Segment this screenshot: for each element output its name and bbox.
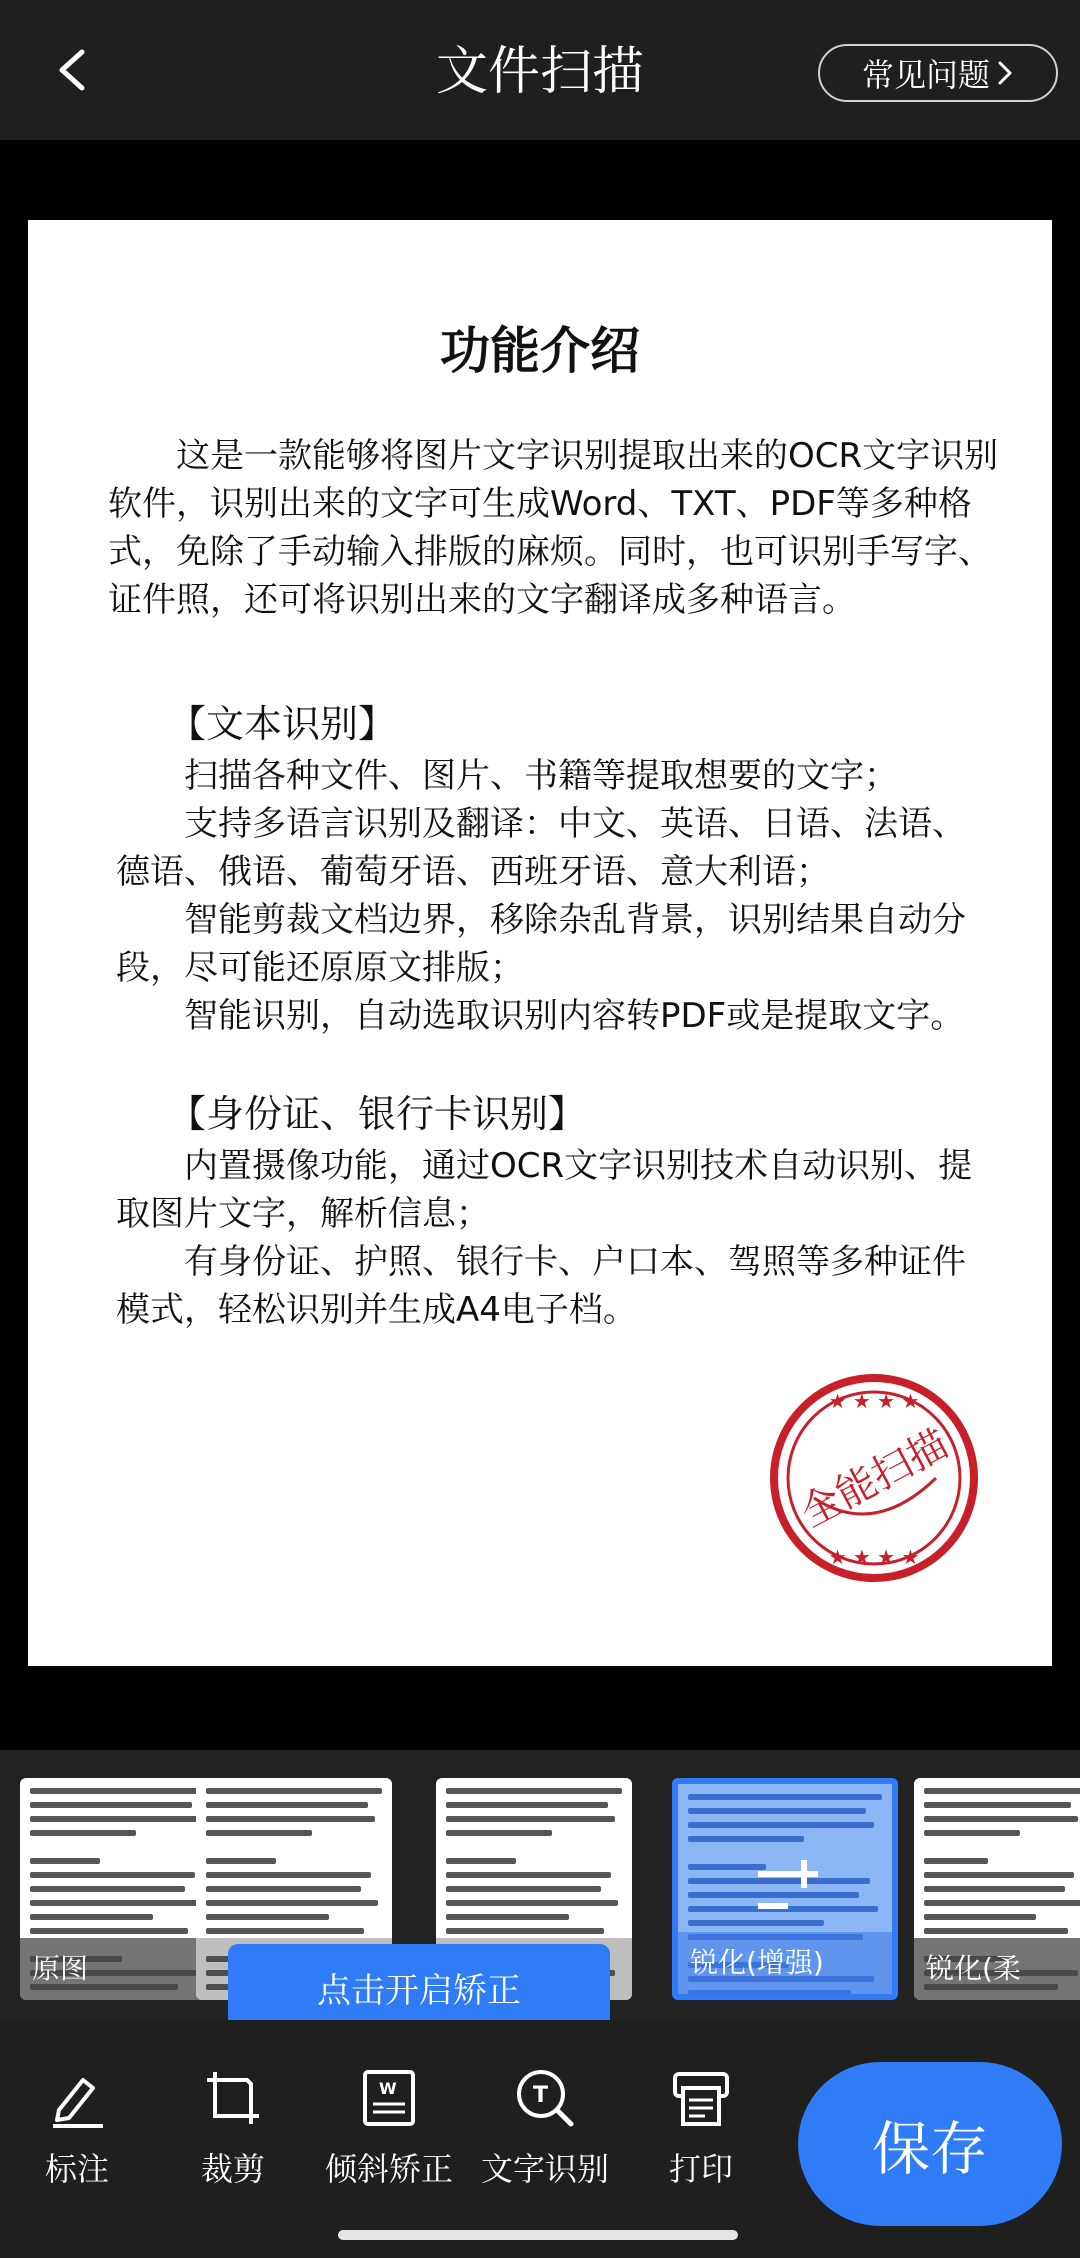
- thumb-text-line: [446, 1886, 601, 1892]
- thumb-text-line: [206, 1900, 378, 1906]
- thumb-text-line: [924, 1802, 1071, 1808]
- svg-text:★ ★ ★ ★: ★ ★ ★ ★: [828, 1389, 920, 1413]
- thumb-text-line: [446, 1802, 608, 1808]
- thumb-text-line: [924, 1858, 988, 1864]
- tool-label: 标注: [44, 2150, 109, 2188]
- filter-thumb-sharpen-enhance[interactable]: [672, 1778, 898, 2000]
- thumb-text-line: [30, 1858, 100, 1864]
- text-search-icon: [513, 2066, 577, 2130]
- filter-label: 原图: [20, 1938, 216, 2000]
- list-item: 智能识别，自动选取识别内容转PDF或是提取文字。: [184, 996, 965, 1036]
- list-item: 内置摄像功能，通过OCR文字识别技术自动识别、提取图片文字，解析信息；: [116, 1146, 973, 1234]
- section-heading-id-card: 【身份证、银行卡识别】: [168, 1092, 587, 1136]
- thumb-text-line: [206, 1886, 361, 1892]
- thumb-text-line: [446, 1928, 604, 1934]
- thumb-text-line: [446, 1872, 611, 1878]
- tool-label: 打印: [668, 2150, 733, 2188]
- crop-icon: [201, 2066, 265, 2130]
- thumb-text-line: [30, 1900, 202, 1906]
- list-item: 有身份证、护照、银行卡、户口本、驾照等多种证件模式，轻松识别并生成A4电子档。: [116, 1242, 966, 1330]
- list-item: 支持多语言识别及翻译：中文、英语、日语、法语、德语、俄语、葡萄牙语、西班牙语、意大利语；: [116, 804, 966, 892]
- thumb-text-line: [446, 1858, 516, 1864]
- filter-thumb-sharpen-soft[interactable]: [914, 1778, 1080, 2000]
- tool-label: 倾斜矫正: [324, 2150, 453, 2188]
- thumb-text-line: [446, 1788, 622, 1794]
- thumb-text-line: [206, 1830, 312, 1836]
- thumb-text-line: [206, 1788, 382, 1794]
- thumb-text-line: [924, 1816, 1078, 1822]
- thumb-text-line: [206, 1928, 364, 1934]
- print-button[interactable]: [626, 2066, 776, 2190]
- thumb-text-line: [924, 1900, 1080, 1906]
- svg-text:★ ★ ★ ★: ★ ★ ★ ★: [828, 1545, 920, 1569]
- filter-thumb-original[interactable]: [20, 1778, 216, 2000]
- thumb-text-line: [446, 1830, 552, 1836]
- thumb-text-line: [924, 1872, 1074, 1878]
- top-bar: [0, 0, 1080, 140]
- bottom-toolbar: [0, 2020, 1080, 2258]
- thumb-text-line: [30, 1816, 199, 1822]
- section-list-text-recognition: [116, 752, 996, 1040]
- thumb-text-line: [30, 1872, 195, 1878]
- thumb-text-line: [688, 1836, 804, 1842]
- thumb-text-line: [446, 1914, 569, 1920]
- text-recognition-button[interactable]: [470, 2066, 620, 2190]
- tool-label: 裁剪: [200, 2150, 265, 2188]
- thumb-text-line: [924, 1788, 1080, 1794]
- thumb-text-line: [688, 1822, 874, 1828]
- thumb-text-line: [206, 1914, 329, 1920]
- tool-label: 文字识别: [480, 2150, 609, 2188]
- page-title: 文件扫描: [435, 42, 644, 102]
- list-item: 智能剪裁文档边界，移除杂乱背景，识别结果自动分段，尽可能还原原文排版；: [116, 900, 966, 988]
- thumb-text-line: [30, 1830, 136, 1836]
- thumb-text-line: [924, 1830, 1020, 1836]
- thumb-text-line: [446, 1900, 618, 1906]
- document-preview[interactable]: [28, 220, 1052, 1666]
- thumb-text-line: [924, 1928, 1068, 1934]
- plus-minus-icon: [748, 1854, 828, 1924]
- svg-text:W: W: [379, 2079, 397, 2098]
- deskew-tooltip[interactable]: 点击开启矫正: [228, 1944, 610, 2030]
- thumb-text-line: [206, 1816, 375, 1822]
- section-list-id-card: [116, 1142, 996, 1334]
- section-heading-text-recognition: 【文本识别】: [168, 702, 397, 746]
- faq-label: 常见问题: [861, 56, 990, 94]
- filter-label: 锐化(柔: [914, 1938, 1080, 2000]
- list-item: 扫描各种文件、图片、书籍等提取想要的文字；: [184, 756, 898, 796]
- document-intro: 这是一款能够将图片文字识别提取出来的OCR文字识别软件，识别出来的文字可生成Word、TXT、PDF等多种格式，免除了手动输入排版的麻烦。同时，也可识别手写字、证件照，还可将识别出来的文字翻译成多种语言。: [108, 436, 999, 620]
- home-indicator[interactable]: [338, 2230, 738, 2240]
- thumb-text-line: [688, 1794, 882, 1800]
- thumb-text-line: [30, 1788, 206, 1794]
- word-document-icon: [357, 2066, 421, 2130]
- document-title: 功能介绍: [440, 322, 640, 380]
- stamp-text: 全能扫描: [793, 1421, 956, 1537]
- printer-icon: [669, 2066, 733, 2130]
- pen-icon: [45, 2066, 109, 2130]
- crop-button[interactable]: [158, 2066, 308, 2190]
- thumb-text-line: [446, 1816, 615, 1822]
- seal-stamp: [764, 1368, 984, 1588]
- chevron-right-icon: [996, 60, 1014, 86]
- thumb-text-line: [30, 1886, 185, 1892]
- thumb-text-line: [924, 1914, 1036, 1920]
- thumb-text-line: [206, 1872, 371, 1878]
- thumb-text-line: [30, 1928, 188, 1934]
- filter-label: 锐化(增强): [678, 1932, 892, 1994]
- thumb-text-line: [206, 1858, 276, 1864]
- deskew-button[interactable]: [314, 2066, 464, 2190]
- thumb-text-line: [30, 1914, 153, 1920]
- thumb-text-line: [30, 1802, 192, 1808]
- annotate-button[interactable]: [2, 2066, 152, 2190]
- svg-text:T: T: [533, 2083, 549, 2108]
- thumb-text-line: [924, 1886, 1065, 1892]
- thumb-text-line: [206, 1802, 368, 1808]
- thumb-text-line: [688, 1808, 866, 1814]
- faq-button[interactable]: [818, 44, 1058, 102]
- save-button[interactable]: 保存: [798, 2062, 1062, 2226]
